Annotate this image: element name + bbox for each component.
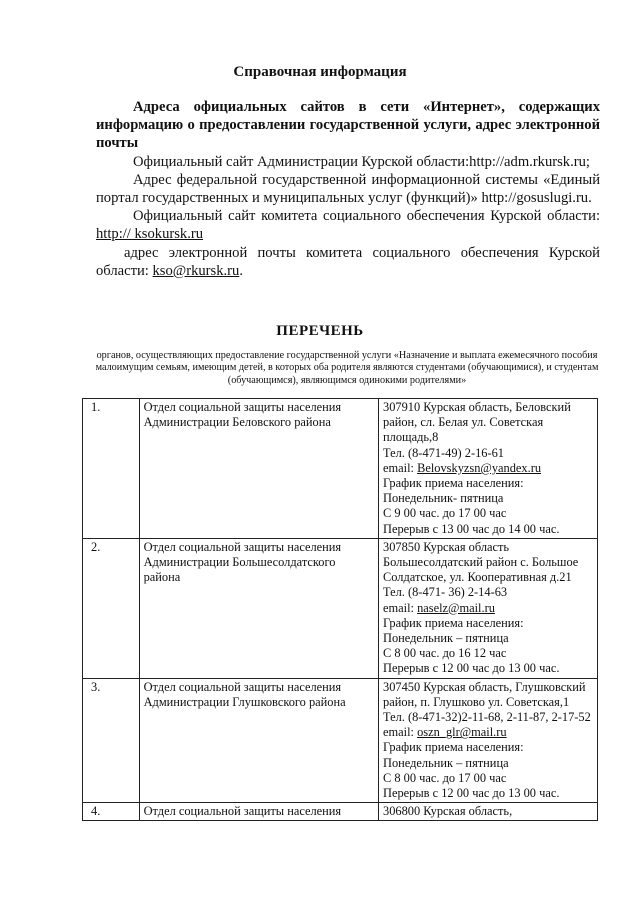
committee-email-suffix: . <box>239 262 243 279</box>
office-email-link[interactable]: naselz@mail.ru <box>417 600 495 615</box>
office-address: 306800 Курская область, <box>383 804 513 819</box>
office-name: Отдел социальной защиты населения <box>139 803 378 821</box>
office-address: 307450 Курская область, Глушковский район, п. Глушково ул. Советская,1 <box>383 679 586 709</box>
office-email-link[interactable]: Belovskyzsn@yandex.ru <box>417 460 542 475</box>
committee-email-link[interactable]: kso@rkursk.ru <box>152 262 240 279</box>
schedule-title: График приема населения: <box>383 476 524 491</box>
row-number: 3. <box>83 678 140 803</box>
office-name: Отдел социальной защиты населения Администрации Беловского района <box>139 399 378 539</box>
list-subtitle: органов, осуществляющих предоставление государственной услуги «Назначение и выплата ежемесячного пособия малоимущим семьям, имеющим детей, в которых оба родителя являются студентами (обучающимися), и студентам (обучающимся), являющимся одинокими родителями» <box>95 350 599 386</box>
schedule-days: Понедельник- пятница <box>383 491 504 506</box>
office-email-line <box>383 725 594 740</box>
office-address: 307910 Курская область, Беловский район, сл. Белая ул. Советская площадь,8 <box>383 400 571 445</box>
table-row <box>83 399 598 539</box>
list-heading: ПЕРЕЧЕНЬ <box>276 323 364 339</box>
committee-email-paragraph <box>96 244 600 280</box>
offices-table <box>82 398 598 821</box>
schedule-title: График приема населения: <box>383 615 524 630</box>
office-email-link[interactable]: oszn_glr@mail.ru <box>417 725 507 740</box>
office-phone: Тел. (8-471-32)2-11-68, 2-11-87, 2-17-52 <box>383 710 591 725</box>
table-row <box>83 538 598 678</box>
committee-site-link[interactable]: http:// ksokursk.ru <box>96 226 204 243</box>
schedule-break: Перерыв с 12 00 час до 13 00 час. <box>383 661 560 676</box>
office-name: Отдел социальной защиты населения Администрации Большесолдатского района <box>139 538 378 678</box>
office-contacts <box>379 678 598 803</box>
office-contacts <box>379 538 598 678</box>
row-number: 4. <box>83 803 140 821</box>
office-phone: Тел. (8-471- 36) 2-14-63 <box>383 585 508 600</box>
email-label: email: <box>383 460 418 475</box>
intro-section <box>96 98 600 280</box>
office-email-line <box>383 461 594 476</box>
email-label: email: <box>383 600 418 615</box>
schedule-hours: С 8 00 час. до 17 00 час <box>383 770 507 785</box>
websites-heading: Адреса официальных сайтов в сети «Интернет», содержащих информацию о предоставлении государственной услуги, адрес электронной почты <box>96 99 600 152</box>
committee-email-label: адрес электронной почты комитета социального обеспечения Курской области: <box>96 244 600 279</box>
email-label: email: <box>383 725 418 740</box>
schedule-break: Перерыв с 12 00 час до 13 00 час. <box>383 786 560 801</box>
schedule-hours: С 9 00 час. до 17 00 час <box>383 506 507 521</box>
row-number: 2. <box>83 538 140 678</box>
schedule-days: Понедельник – пятница <box>383 755 509 770</box>
page-title: Справочная информация <box>233 64 407 80</box>
schedule-title: График приема населения: <box>383 740 524 755</box>
table-row <box>83 678 598 803</box>
office-contacts <box>379 399 598 539</box>
office-address: 307850 Курская область Большесолдатский район с. Большое Солдатское, ул. Кооперативная д.21 <box>383 539 579 585</box>
schedule-hours: С 8 00 час. до 16 12 час <box>383 646 507 661</box>
committee-site-paragraph <box>96 207 600 243</box>
admin-site-paragraph: Официальный сайт Администрации Курской области:http://adm.rkursk.ru; <box>133 153 590 170</box>
table-row <box>83 803 598 821</box>
office-name: Отдел социальной защиты населения Администрации Глушковского района <box>139 678 378 803</box>
office-contacts <box>379 803 598 821</box>
schedule-break: Перерыв с 13 00 час до 14 00 час. <box>383 521 560 536</box>
schedule-days: Понедельник – пятница <box>383 631 509 646</box>
office-phone: Тел. (8-471-49) 2-16-61 <box>383 445 504 460</box>
federal-system-paragraph: Адрес федеральной государственной информационной системы «Единый портал государственных и муниципальных услуг (функций)» http://gosuslugi.ru. <box>96 171 600 207</box>
committee-site-label: Официальный сайт комитета социального обеспечения Курской области: <box>133 208 600 225</box>
office-email-line <box>383 601 594 616</box>
row-number: 1. <box>83 399 140 539</box>
